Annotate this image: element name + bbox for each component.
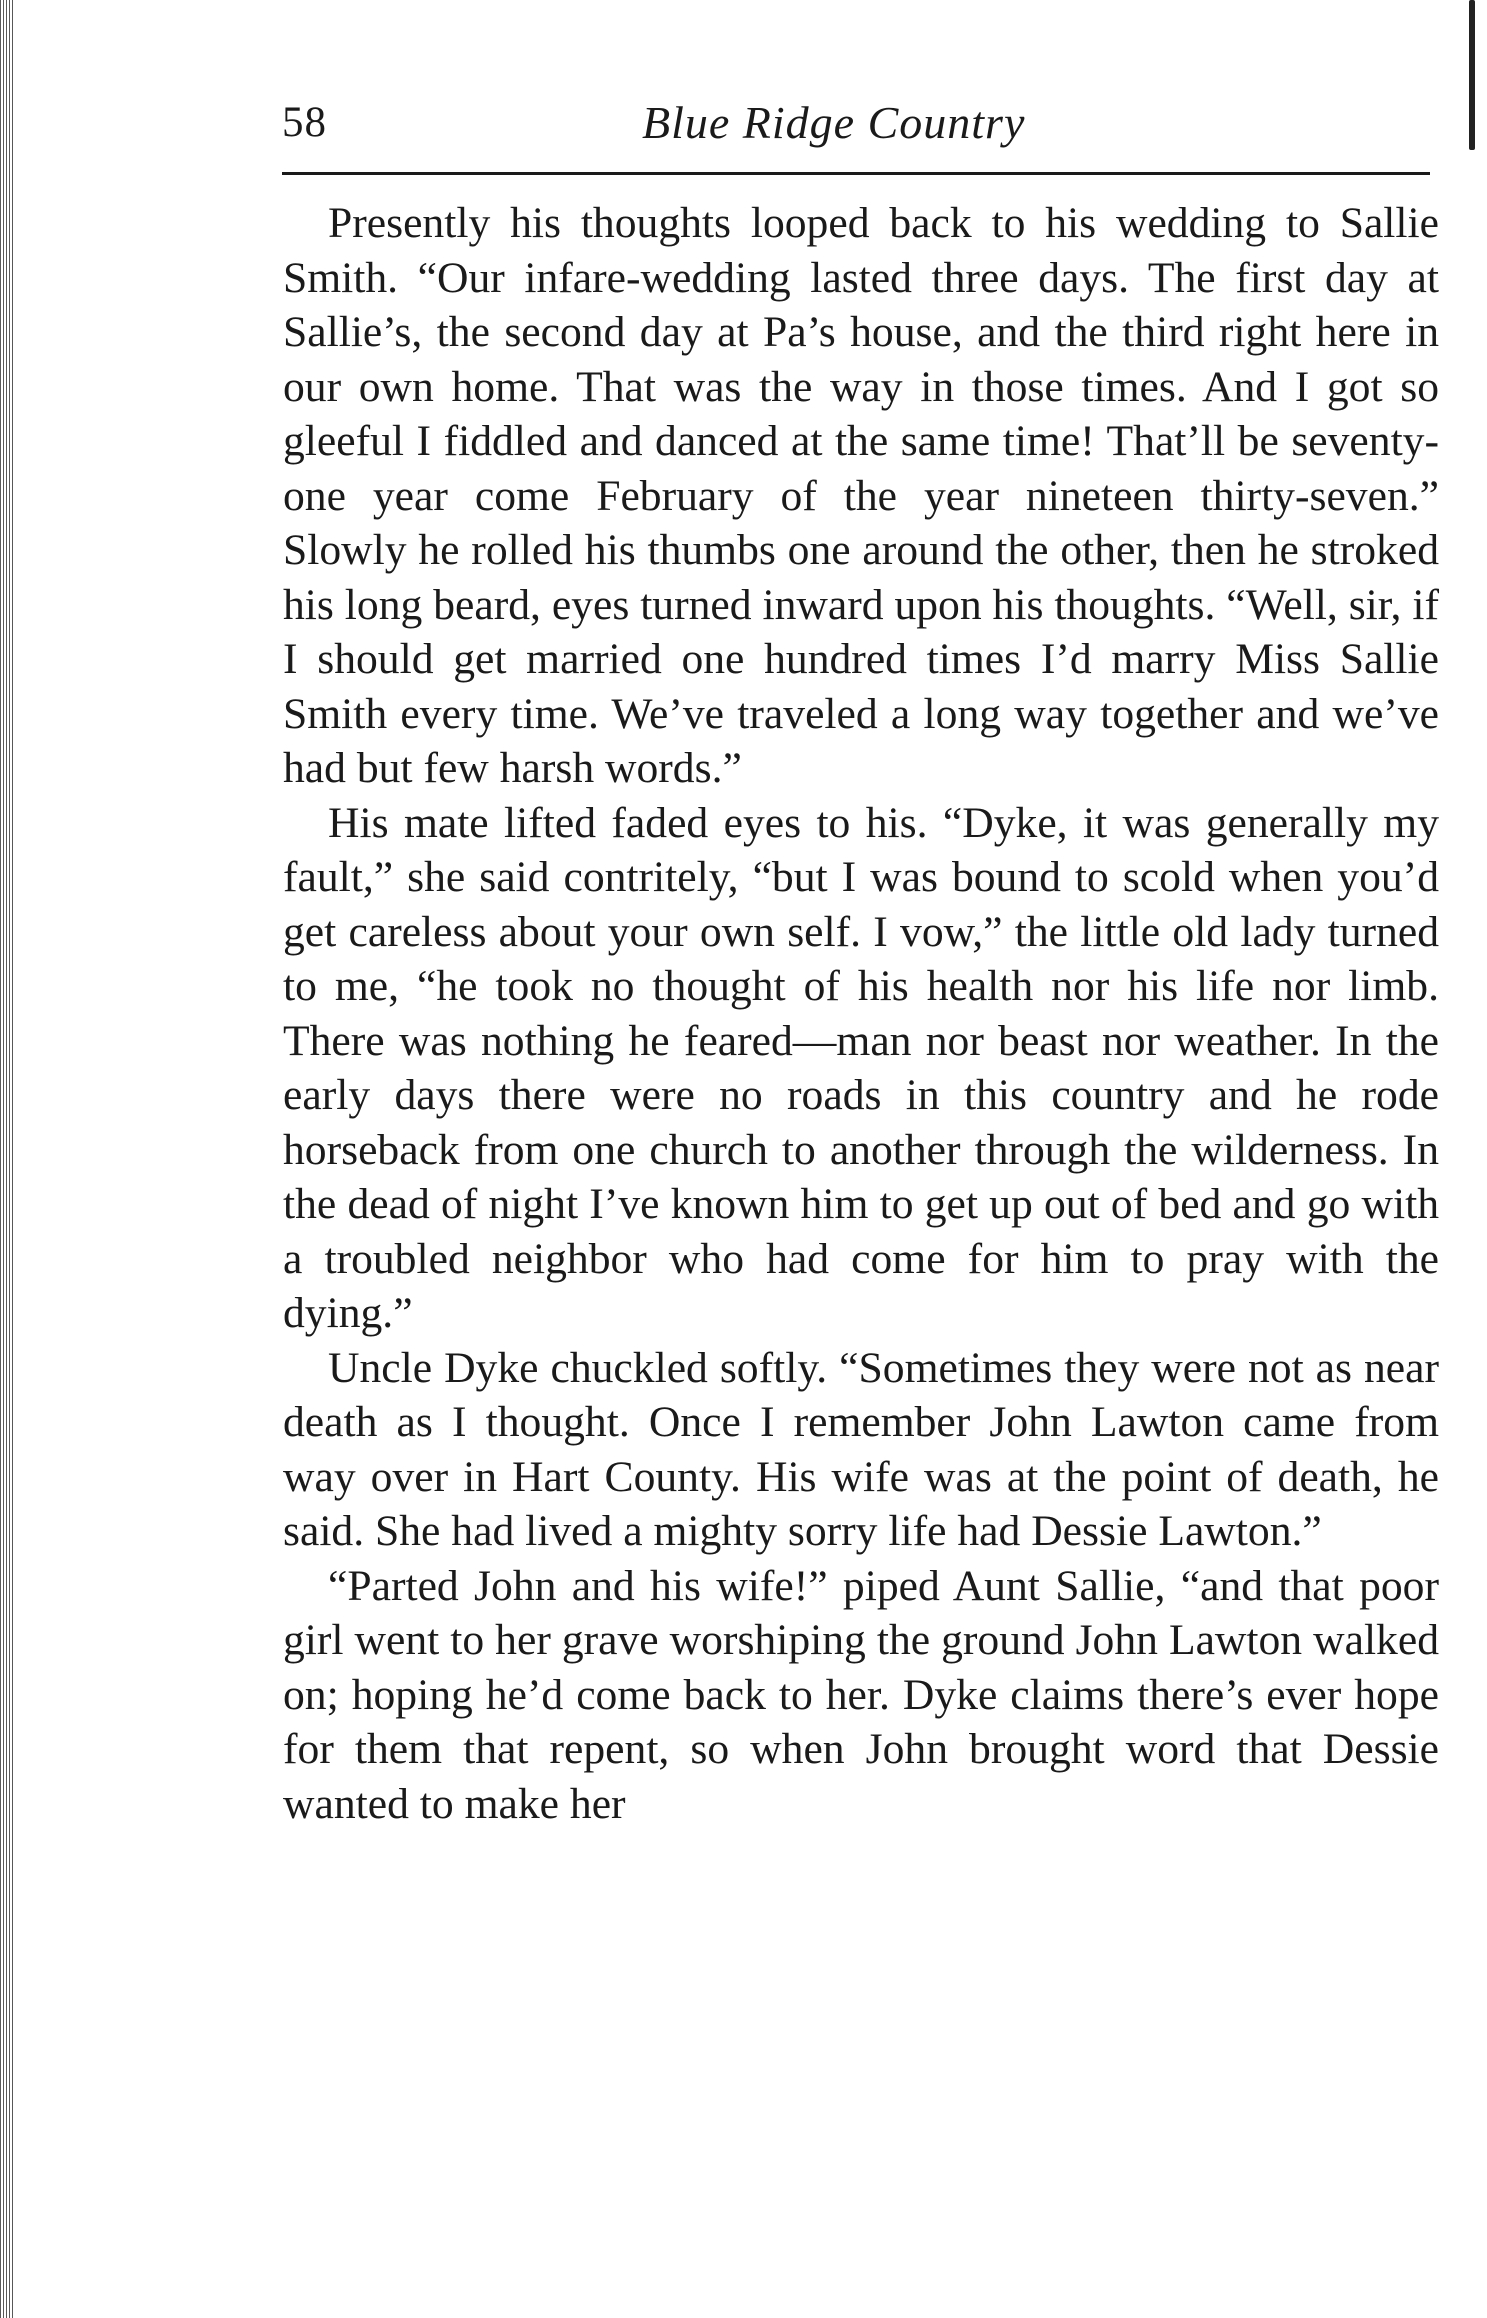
body-text	[283, 196, 1439, 1996]
header-rule	[282, 172, 1430, 175]
page-number: 58	[282, 99, 327, 146]
paragraph-1: Presently his thoughts looped back to his wedding to Sallie Smith. “Our infare-wedding lasted three days. The first day at Sallie’s, the second day at Pa’s house, and the third right here in our own home. That was the way in those times. And I got so gleeful I fiddled and danced at the same time! That’ll be seventy-one year come February of the year nineteen thirty-seven.” Slowly he rolled his thumbs one around the other, then he stroked his long beard, eyes turned inward upon his thoughts. “Well, sir, if I should get married one hundred times I’d marry Miss Sallie Smith every time. We’ve traveled a long way together and we’ve had but few harsh words.”	[283, 199, 1439, 792]
book-spine-edge	[0, 0, 14, 2318]
paragraph-2: His mate lifted faded eyes to his. “Dyke, it was generally my fault,” she said contritely, “but I was bound to scold when you’d get careless about your own self. I vow,” the little old lady turned to me, “he took no thought of his health nor his life nor limb. There was nothing he feared—man nor beast nor weather. In the early days there were no roads in this country and he rode horseback from one church to another through the wilderness. In the dead of night I’ve known him to get up out of bed and go with a troubled neighbor who had come for him to pray with the dying.”	[283, 798, 1439, 1337]
running-header	[282, 88, 1432, 158]
running-title: Blue Ridge Country	[642, 97, 1026, 148]
paragraph-3: Uncle Dyke chuckled softly. “Sometimes they were not as near death as I thought. Once I remember John Lawton came from way over in Hart County. His wife was at the point of death, he said. She had lived a mighty sorry life had Dessie Lawton.”	[283, 1343, 1439, 1555]
page-edge-mark	[1469, 0, 1475, 150]
paragraph-4: “Parted John and his wife!” piped Aunt Sallie, “and that poor girl went to her grave worshiping the ground John Lawton walked on; hoping he’d come back to her. Dyke claims there’s ever hope for them that repent, so when John brought word that Dessie wanted to make her	[283, 1561, 1439, 1828]
